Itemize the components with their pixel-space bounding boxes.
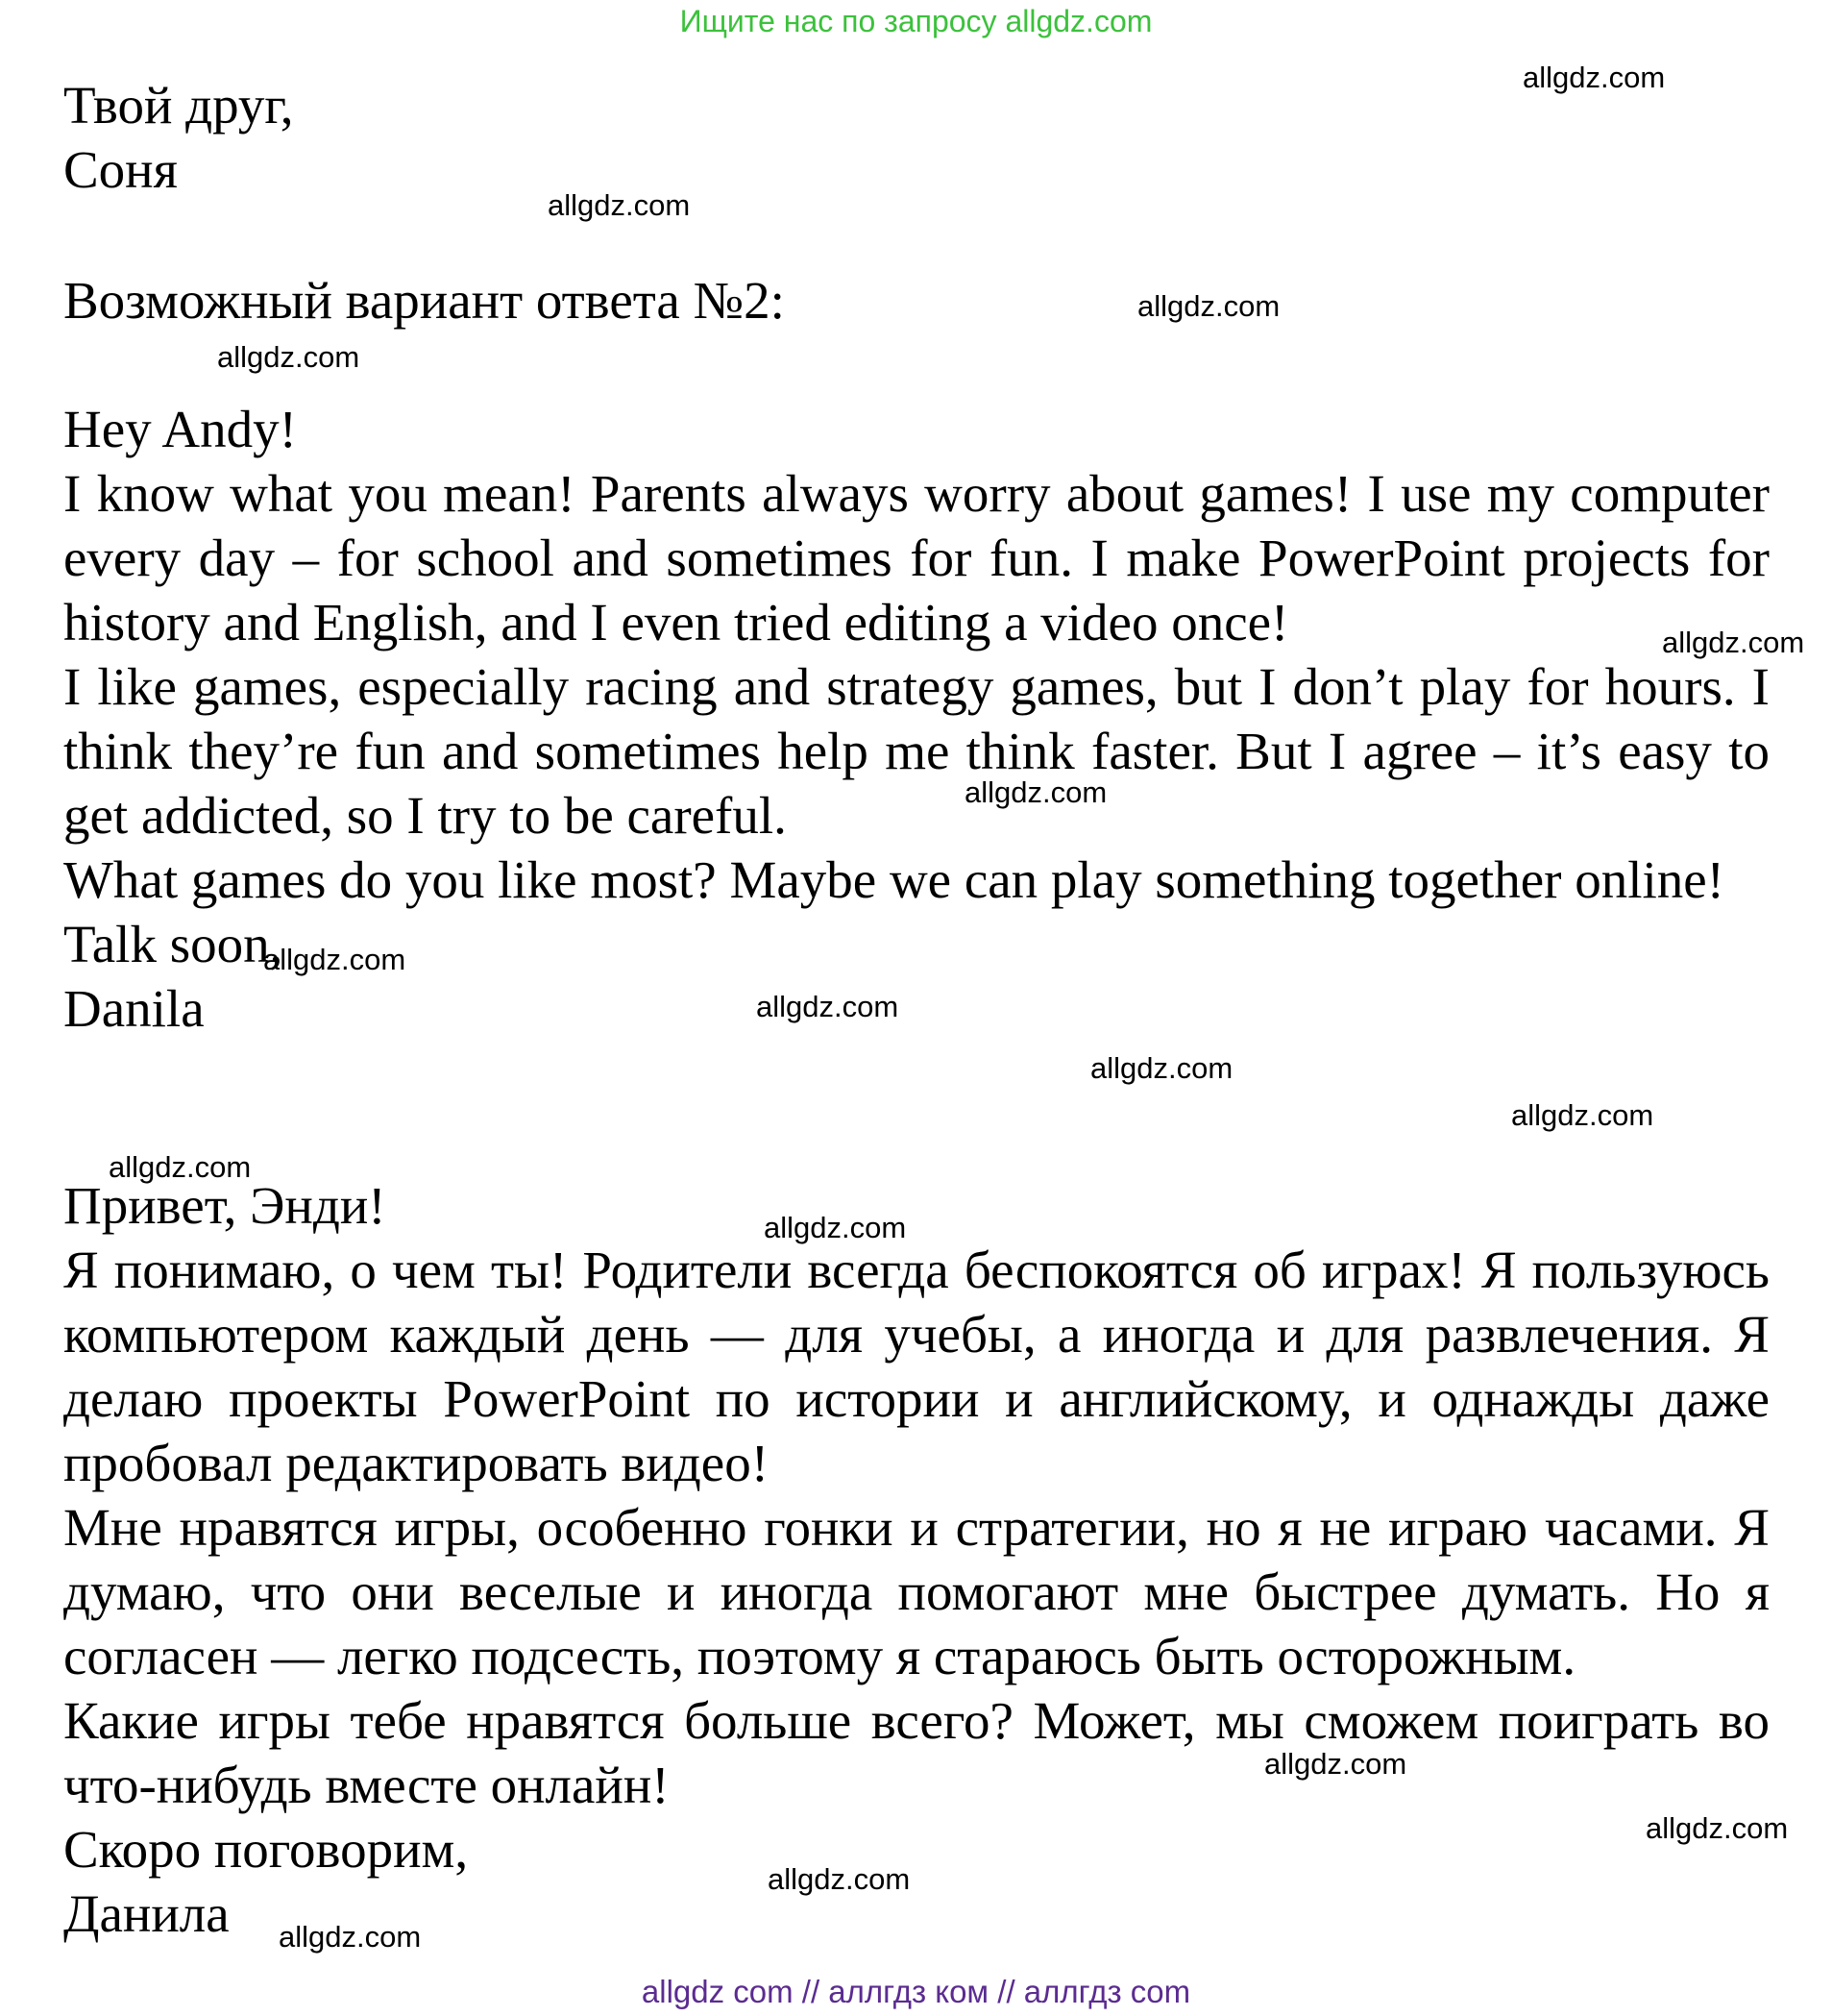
watermark: allgdz.com [1090, 1051, 1234, 1085]
previous-letter-closing [63, 73, 1770, 202]
russian-name: Данила [63, 1884, 230, 1943]
watermark: allgdz.com [756, 990, 899, 1023]
watermark: allgdz.com [263, 943, 406, 976]
russian-letter [63, 1173, 1770, 1946]
answer-heading [63, 268, 1770, 332]
english-name: Danila [63, 979, 205, 1038]
answer-heading-text: Возможный вариант ответа №2: [63, 271, 785, 330]
english-paragraph-1: I know what you mean! Parents always worry about games! I use my computer every day – for school and sometimes for fun. I make PowerPoint projects for history and English, and I even tried editing a video once! [63, 464, 1770, 652]
russian-sign-off: Скоро поговорим, [63, 1820, 469, 1879]
russian-greeting: Привет, Энди! [63, 1176, 386, 1235]
russian-paragraph-3: Какие игры тебе нравятся больше всего? Может, мы сможем поиграть во что-нибудь вместе онлайн! [63, 1691, 1770, 1814]
english-paragraph-2: I like games, especially racing and strategy games, but I don’t play for hours. I think they’re fun and sometimes help me think faster. But I agree – it’s easy to get addicted, so I try to be careful. [63, 657, 1770, 845]
english-sign-off: Talk soon, [63, 915, 283, 973]
closing-name: Соня [63, 140, 178, 199]
watermark: allgdz.com [1523, 61, 1666, 94]
watermark: allgdz.com [768, 1862, 911, 1896]
watermark: allgdz.com [548, 188, 691, 222]
russian-paragraph-1: Я понимаю, о чем ты! Родители всегда беспокоятся об играх! Я пользуюсь компьютером каждый день — для учебы, а иногда и для развлечения. Я делаю проекты PowerPoint по истории и английскому, и однажды даже пробовал редактировать видео! [63, 1241, 1770, 1492]
closing-sign-off: Твой друг, [63, 76, 294, 135]
watermark: allgdz.com [1646, 1811, 1789, 1845]
site-banner: Ищите нас по запросу allgdz.com [679, 4, 1153, 38]
watermark: allgdz.com [109, 1150, 252, 1184]
watermark: allgdz.com [217, 340, 360, 374]
watermark: allgdz.com [279, 1920, 422, 1954]
watermark: allgdz.com [1511, 1098, 1654, 1132]
site-footer: allgdz com // аллгдз ком // аллгдз com [641, 1974, 1191, 2009]
watermark: allgdz.com [1264, 1747, 1407, 1781]
russian-paragraph-2: Мне нравятся игры, особенно гонки и стратегии, но я не играю часами. Я думаю, что они веселые и иногда помогают мне быстрее думать. Но я согласен — легко подсесть, поэтому я стараюсь быть осторожным. [63, 1498, 1770, 1685]
watermark: allgdz.com [1137, 289, 1281, 323]
english-paragraph-3: What games do you like most? Maybe we can play something together online! [63, 850, 1724, 909]
watermark: allgdz.com [764, 1211, 907, 1244]
watermark: allgdz.com [1662, 626, 1805, 659]
watermark: allgdz.com [965, 775, 1108, 809]
english-greeting: Hey Andy! [63, 400, 297, 458]
